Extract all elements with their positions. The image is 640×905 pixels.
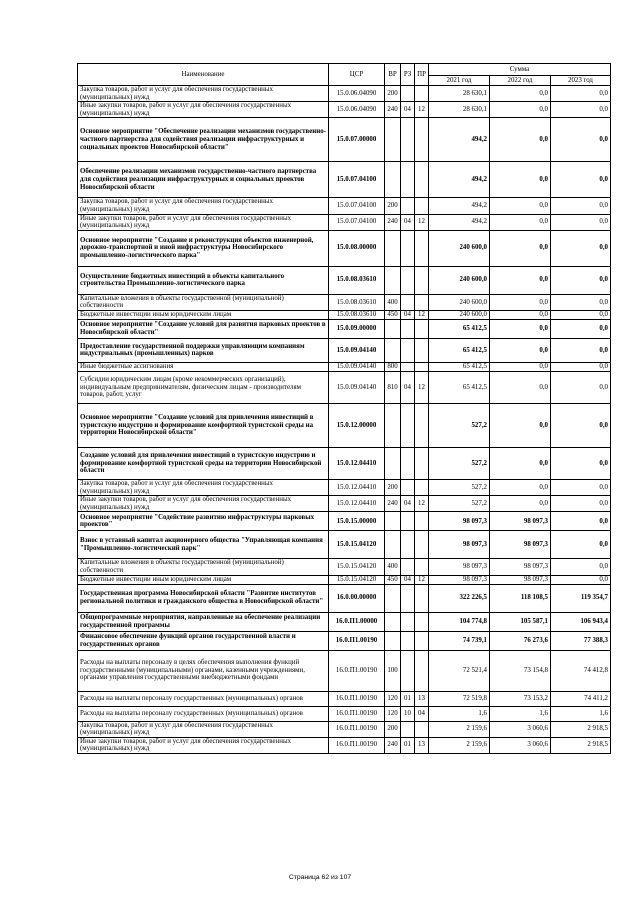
- row-sum-2022: 0,0: [490, 294, 551, 310]
- row-sum-2023: 0,0: [551, 512, 611, 531]
- row-csr: 15.0.09.04140: [329, 362, 385, 371]
- row-sum-2022: 105 587,1: [490, 612, 551, 631]
- row-sum-2021: 104 774,8: [429, 612, 490, 631]
- row-name: Бюджетные инвестиции иным юридическим лицам: [78, 575, 329, 584]
- table-row: [78, 559, 611, 575]
- row-sum-2023: 2 918,5: [551, 737, 611, 753]
- row-sum-2021: 28 630,1: [429, 102, 490, 118]
- table-row: [78, 266, 611, 294]
- row-csr: 15.0.09.00000: [329, 319, 385, 338]
- row-sum-2021: 72 521,4: [429, 650, 490, 691]
- row-sum-2021: 65 412,5: [429, 371, 490, 403]
- row-csr: 15.0.08.00000: [329, 230, 385, 266]
- row-csr: 16.0.П1.00190: [329, 631, 385, 650]
- header-year-2021: 2021 год: [429, 76, 490, 86]
- row-csr: 15.0.08.03610: [329, 310, 385, 319]
- row-csr: 15.0.09.04140: [329, 338, 385, 362]
- row-sum-2023: 119 354,7: [551, 584, 611, 612]
- row-pr: 12: [415, 214, 429, 230]
- row-csr: 16.0.П1.00190: [329, 650, 385, 691]
- row-rz: 01: [401, 691, 415, 706]
- row-sum-2023: 0,0: [551, 575, 611, 584]
- row-sum-2022: 3 060,6: [490, 721, 551, 737]
- row-pr: [415, 631, 429, 650]
- header-year-2023: 2023 год: [551, 76, 611, 86]
- row-name: Обеспечение реализации механизмов государственно-частного партнерства для содействия реализации инфраструктурных и социальных проектов Новосибирской области: [78, 162, 329, 198]
- row-rz: [401, 612, 415, 631]
- row-sum-2022: 0,0: [490, 266, 551, 294]
- row-csr: 15.0.07.04100: [329, 198, 385, 214]
- row-pr: 12: [415, 310, 429, 319]
- row-sum-2022: 0,0: [490, 198, 551, 214]
- row-sum-2021: 527,2: [429, 403, 490, 447]
- table-row: [78, 650, 611, 691]
- row-sum-2022: 0,0: [490, 479, 551, 495]
- row-vr: 450: [385, 310, 401, 319]
- row-sum-2023: 0,0: [551, 559, 611, 575]
- table-row: [78, 721, 611, 737]
- budget-table: [77, 63, 611, 754]
- row-sum-2023: 0,0: [551, 531, 611, 559]
- row-vr: 400: [385, 559, 401, 575]
- row-pr: [415, 584, 429, 612]
- row-sum-2022: 0,0: [490, 496, 551, 512]
- row-name: Закупка товаров, работ и услуг для обеспечения государственных (муниципальных) нужд: [78, 721, 329, 737]
- row-vr: 200: [385, 721, 401, 737]
- row-rz: [401, 118, 415, 162]
- row-pr: 12: [415, 575, 429, 584]
- row-sum-2022: 0,0: [490, 319, 551, 338]
- row-sum-2021: 65 412,5: [429, 338, 490, 362]
- row-vr: 120: [385, 691, 401, 706]
- row-pr: 13: [415, 691, 429, 706]
- row-vr: [385, 447, 401, 479]
- row-name: Капитальные вложения в объекты государственной (муниципальной) собственности: [78, 559, 329, 575]
- row-pr: [415, 531, 429, 559]
- row-csr: 15.0.15.04120: [329, 575, 385, 584]
- row-sum-2022: 98 097,3: [490, 512, 551, 531]
- row-pr: [415, 479, 429, 495]
- row-vr: 200: [385, 479, 401, 495]
- header-name: Наименование: [78, 64, 329, 86]
- row-sum-2022: 0,0: [490, 118, 551, 162]
- row-pr: [415, 559, 429, 575]
- table-row: [78, 706, 611, 721]
- row-sum-2021: 240 600,0: [429, 310, 490, 319]
- row-csr: 15.0.07.04100: [329, 214, 385, 230]
- table-body: [78, 86, 611, 754]
- row-name: Основное мероприятие "Создание условий для привлечения инвестиций в туристскую индустрию и формирование комфортной туристской среды на территории Новосибирской области": [78, 403, 329, 447]
- row-rz: [401, 447, 415, 479]
- row-sum-2022: 0,0: [490, 214, 551, 230]
- row-pr: 12: [415, 496, 429, 512]
- row-sum-2021: 1,6: [429, 706, 490, 721]
- row-sum-2022: 0,0: [490, 362, 551, 371]
- row-sum-2021: 240 600,0: [429, 294, 490, 310]
- row-sum-2023: 2 918,5: [551, 721, 611, 737]
- row-sum-2022: 73 153,2: [490, 691, 551, 706]
- row-csr: 15.0.15.04120: [329, 531, 385, 559]
- row-rz: [401, 362, 415, 371]
- row-sum-2023: 0,0: [551, 310, 611, 319]
- row-vr: 120: [385, 706, 401, 721]
- row-vr: [385, 266, 401, 294]
- row-rz: [401, 479, 415, 495]
- row-sum-2023: 0,0: [551, 230, 611, 266]
- header-csr: ЦСР: [329, 64, 385, 86]
- row-rz: 04: [401, 102, 415, 118]
- row-sum-2023: 0,0: [551, 162, 611, 198]
- row-vr: [385, 584, 401, 612]
- row-sum-2022: 1,6: [490, 706, 551, 721]
- row-sum-2021: 74 739,1: [429, 631, 490, 650]
- row-sum-2021: 527,2: [429, 496, 490, 512]
- row-sum-2021: 527,2: [429, 447, 490, 479]
- row-sum-2022: 0,0: [490, 86, 551, 102]
- table-row: [78, 737, 611, 753]
- row-rz: [401, 584, 415, 612]
- row-sum-2021: 72 519,8: [429, 691, 490, 706]
- row-vr: 240: [385, 737, 401, 753]
- row-sum-2021: 28 630,1: [429, 86, 490, 102]
- row-csr: 16.0.П1.00190: [329, 737, 385, 753]
- row-pr: [415, 338, 429, 362]
- row-sum-2021: 98 097,3: [429, 559, 490, 575]
- row-rz: [401, 294, 415, 310]
- table-row: [78, 612, 611, 631]
- table-row: [78, 479, 611, 495]
- row-sum-2021: 494,2: [429, 162, 490, 198]
- table-row: [78, 102, 611, 118]
- row-sum-2022: 3 060,6: [490, 737, 551, 753]
- row-pr: [415, 230, 429, 266]
- row-vr: 240: [385, 102, 401, 118]
- table-row: [78, 319, 611, 338]
- row-csr: 16.0.П1.00000: [329, 612, 385, 631]
- row-name: Расходы на выплаты персоналу государственных (муниципальных) органов: [78, 691, 329, 706]
- table-row: [78, 162, 611, 198]
- table-row: [78, 447, 611, 479]
- row-sum-2021: 494,2: [429, 118, 490, 162]
- row-pr: [415, 162, 429, 198]
- table-row: [78, 294, 611, 310]
- row-rz: [401, 198, 415, 214]
- row-name: Субсидии юридическим лицам (кроме некоммерческих организаций), индивидуальным предпринимателям, физическим лицам - производителям товаров, работ, услуг: [78, 371, 329, 403]
- table-row: [78, 198, 611, 214]
- row-csr: 15.0.12.04410: [329, 479, 385, 495]
- row-sum-2021: 65 412,5: [429, 319, 490, 338]
- row-rz: [401, 266, 415, 294]
- row-rz: [401, 162, 415, 198]
- row-name: Иные закупки товаров, работ и услуг для обеспечения государственных (муниципальных) нужд: [78, 496, 329, 512]
- row-csr: 15.0.12.04410: [329, 447, 385, 479]
- row-name: Создание условий для привлечения инвестиций в туристскую индустрию и формирование комфортной туристской среды на территории Новосибирской области: [78, 447, 329, 479]
- row-sum-2022: 0,0: [490, 338, 551, 362]
- row-name: Расходы на выплаты персоналу государственных (муниципальных) органов: [78, 706, 329, 721]
- row-sum-2023: 77 388,3: [551, 631, 611, 650]
- row-sum-2023: 0,0: [551, 479, 611, 495]
- row-pr: 12: [415, 371, 429, 403]
- row-vr: 810: [385, 371, 401, 403]
- row-csr: 15.0.09.04140: [329, 371, 385, 403]
- row-csr: 15.0.06.04090: [329, 86, 385, 102]
- header-rz: РЗ: [401, 64, 415, 86]
- row-rz: [401, 512, 415, 531]
- row-pr: [415, 447, 429, 479]
- row-csr: 15.0.12.04410: [329, 496, 385, 512]
- row-sum-2023: 0,0: [551, 198, 611, 214]
- table-row: [78, 371, 611, 403]
- row-name: Предоставление государственной поддержки управляющим компаниям индустриальных (промышленных) парков: [78, 338, 329, 362]
- row-rz: [401, 559, 415, 575]
- row-pr: [415, 362, 429, 371]
- row-csr: 15.0.07.04100: [329, 162, 385, 198]
- row-pr: 13: [415, 737, 429, 753]
- row-pr: [415, 266, 429, 294]
- row-vr: [385, 230, 401, 266]
- row-vr: [385, 403, 401, 447]
- row-sum-2021: 240 600,0: [429, 230, 490, 266]
- row-name: Взнос в уставный капитал акционерного общества "Управляющая компания "Промышленно-логистический парк": [78, 531, 329, 559]
- row-rz: [401, 403, 415, 447]
- row-pr: [415, 650, 429, 691]
- row-sum-2022: 0,0: [490, 102, 551, 118]
- header-vr: ВР: [385, 64, 401, 86]
- row-name: Иные закупки товаров, работ и услуг для обеспечения государственных (муниципальных) нужд: [78, 214, 329, 230]
- table-row: [78, 310, 611, 319]
- row-rz: [401, 230, 415, 266]
- row-sum-2021: 322 226,5: [429, 584, 490, 612]
- table-row: [78, 531, 611, 559]
- row-rz: [401, 86, 415, 102]
- row-sum-2022: 0,0: [490, 162, 551, 198]
- table-row: [78, 403, 611, 447]
- row-name: Финансовое обеспечение функций органов государственной власти и государственных органов: [78, 631, 329, 650]
- row-sum-2022: 118 108,5: [490, 584, 551, 612]
- row-name: Общепрограммные мероприятия, направленные на обеспечение реализации государственной программы: [78, 612, 329, 631]
- row-pr: [415, 294, 429, 310]
- row-name: Иные закупки товаров, работ и услуг для обеспечения государственных (муниципальных) нужд: [78, 737, 329, 753]
- row-sum-2023: 106 943,4: [551, 612, 611, 631]
- table-row: [78, 512, 611, 531]
- header-pr: ПР: [415, 64, 429, 86]
- row-rz: 04: [401, 496, 415, 512]
- row-sum-2022: 0,0: [490, 230, 551, 266]
- row-sum-2023: 0,0: [551, 294, 611, 310]
- table-row: [78, 631, 611, 650]
- row-vr: 450: [385, 575, 401, 584]
- row-csr: 15.0.12.00000: [329, 403, 385, 447]
- row-vr: 800: [385, 362, 401, 371]
- table-row: [78, 362, 611, 371]
- row-sum-2023: 0,0: [551, 118, 611, 162]
- row-pr: [415, 403, 429, 447]
- row-name: Основное мероприятие "Обеспечение реализации механизмов государственно-частного партнерства для содействия реализации инфраструктурных и социальных проектов Новосибирской области": [78, 118, 329, 162]
- row-sum-2022: 73 154,8: [490, 650, 551, 691]
- row-name: Закупка товаров, работ и услуг для обеспечения государственных (муниципальных) нужд: [78, 198, 329, 214]
- row-sum-2023: 74 411,2: [551, 691, 611, 706]
- row-pr: 12: [415, 102, 429, 118]
- row-csr: 15.0.15.04120: [329, 559, 385, 575]
- row-sum-2021: 494,2: [429, 214, 490, 230]
- row-name: Государственная программа Новосибирской области "Развитие институтов региональной политики и гражданского общества в Новосибирской области": [78, 584, 329, 612]
- row-sum-2022: 0,0: [490, 447, 551, 479]
- table-row: [78, 214, 611, 230]
- row-sum-2023: 0,0: [551, 447, 611, 479]
- row-name: Закупка товаров, работ и услуг для обеспечения государственных (муниципальных) нужд: [78, 479, 329, 495]
- row-sum-2022: 98 097,3: [490, 531, 551, 559]
- row-rz: 04: [401, 371, 415, 403]
- row-sum-2023: 0,0: [551, 371, 611, 403]
- row-csr: 15.0.08.03610: [329, 266, 385, 294]
- row-pr: [415, 118, 429, 162]
- row-sum-2021: 2 159,6: [429, 721, 490, 737]
- row-pr: [415, 198, 429, 214]
- row-vr: [385, 631, 401, 650]
- row-name: Закупка товаров, работ и услуг для обеспечения государственных (муниципальных) нужд: [78, 86, 329, 102]
- row-sum-2021: 65 412,5: [429, 362, 490, 371]
- row-name: Основное мероприятие "Создание условий для развития парковых проектов в Новосибирской области": [78, 319, 329, 338]
- table-row: [78, 338, 611, 362]
- row-vr: 240: [385, 214, 401, 230]
- row-pr: [415, 86, 429, 102]
- row-sum-2023: 0,0: [551, 214, 611, 230]
- row-csr: 15.0.06.04090: [329, 102, 385, 118]
- row-name: Осуществление бюджетных инвестиций в объекты капитального строительства Промышленно-логистического парка: [78, 266, 329, 294]
- row-pr: [415, 319, 429, 338]
- row-name: Бюджетные инвестиции иным юридическим лицам: [78, 310, 329, 319]
- row-name: Расходы на выплаты персоналу в целях обеспечения выполнения функций государственными (муниципальными) органами, казенными учреждениями, органами управления государственными внебюджетными фондами: [78, 650, 329, 691]
- row-vr: [385, 162, 401, 198]
- row-sum-2023: 0,0: [551, 338, 611, 362]
- row-sum-2022: 98 097,3: [490, 575, 551, 584]
- row-vr: [385, 338, 401, 362]
- row-sum-2022: 76 273,6: [490, 631, 551, 650]
- row-sum-2023: 0,0: [551, 403, 611, 447]
- row-sum-2023: 0,0: [551, 362, 611, 371]
- row-sum-2023: 74 412,8: [551, 650, 611, 691]
- row-csr: 15.0.07.00000: [329, 118, 385, 162]
- row-vr: 400: [385, 294, 401, 310]
- row-name: Основное мероприятие "Содействие развитию инфраструктуры парковых проектов": [78, 512, 329, 531]
- row-rz: [401, 631, 415, 650]
- row-csr: 16.0.П1.00190: [329, 706, 385, 721]
- row-sum-2023: 0,0: [551, 319, 611, 338]
- row-sum-2022: 0,0: [490, 403, 551, 447]
- row-name: Иные бюджетные ассигнования: [78, 362, 329, 371]
- row-rz: 04: [401, 214, 415, 230]
- row-pr: [415, 512, 429, 531]
- row-rz: 01: [401, 737, 415, 753]
- row-csr: 16.0.П1.00190: [329, 721, 385, 737]
- row-pr: [415, 721, 429, 737]
- row-sum-2023: 0,0: [551, 102, 611, 118]
- row-name: Иные закупки товаров, работ и услуг для обеспечения государственных (муниципальных) нужд: [78, 102, 329, 118]
- row-sum-2023: 0,0: [551, 266, 611, 294]
- row-sum-2023: 1,6: [551, 706, 611, 721]
- row-sum-2022: 0,0: [490, 310, 551, 319]
- row-sum-2022: 98 097,3: [490, 559, 551, 575]
- row-vr: [385, 612, 401, 631]
- row-sum-2021: 527,2: [429, 479, 490, 495]
- table-row: [78, 86, 611, 102]
- table-row: [78, 691, 611, 706]
- table-row: [78, 118, 611, 162]
- row-sum-2021: 98 097,3: [429, 512, 490, 531]
- row-vr: 100: [385, 650, 401, 691]
- row-rz: [401, 338, 415, 362]
- table-row: [78, 496, 611, 512]
- row-vr: 200: [385, 86, 401, 102]
- row-csr: 16.0.П1.00190: [329, 691, 385, 706]
- row-rz: 10: [401, 706, 415, 721]
- row-csr: 16.0.00.00000: [329, 584, 385, 612]
- row-pr: 04: [415, 706, 429, 721]
- table-row: [78, 575, 611, 584]
- row-csr: 15.0.08.03610: [329, 294, 385, 310]
- row-sum-2021: 240 600,0: [429, 266, 490, 294]
- row-sum-2023: 0,0: [551, 496, 611, 512]
- row-vr: [385, 319, 401, 338]
- row-vr: 240: [385, 496, 401, 512]
- row-rz: [401, 650, 415, 691]
- row-rz: 04: [401, 575, 415, 584]
- row-csr: 15.0.15.00000: [329, 512, 385, 531]
- row-rz: [401, 721, 415, 737]
- table-row: [78, 230, 611, 266]
- row-rz: [401, 319, 415, 338]
- row-sum-2023: 0,0: [551, 86, 611, 102]
- row-sum-2022: 0,0: [490, 371, 551, 403]
- row-sum-2021: 98 097,3: [429, 531, 490, 559]
- header-year-2022: 2022 год: [490, 76, 551, 86]
- row-sum-2021: 494,2: [429, 198, 490, 214]
- row-vr: [385, 512, 401, 531]
- row-pr: [415, 612, 429, 631]
- row-vr: [385, 531, 401, 559]
- row-name: Основное мероприятие "Создание и реконструкция объектов инженерной, дорожно-транспортной и иной инфраструктуры Новосибирского промышленно-логистического парка": [78, 230, 329, 266]
- row-sum-2021: 98 097,3: [429, 575, 490, 584]
- header-sum: Сумма: [429, 64, 611, 76]
- row-rz: [401, 531, 415, 559]
- row-name: Капитальные вложения в объекты государственной (муниципальной) собственности: [78, 294, 329, 310]
- table-row: [78, 584, 611, 612]
- row-vr: 200: [385, 198, 401, 214]
- row-sum-2021: 2 159,6: [429, 737, 490, 753]
- row-vr: [385, 118, 401, 162]
- row-rz: 04: [401, 310, 415, 319]
- page-number: Страница 62 из 107: [288, 874, 352, 881]
